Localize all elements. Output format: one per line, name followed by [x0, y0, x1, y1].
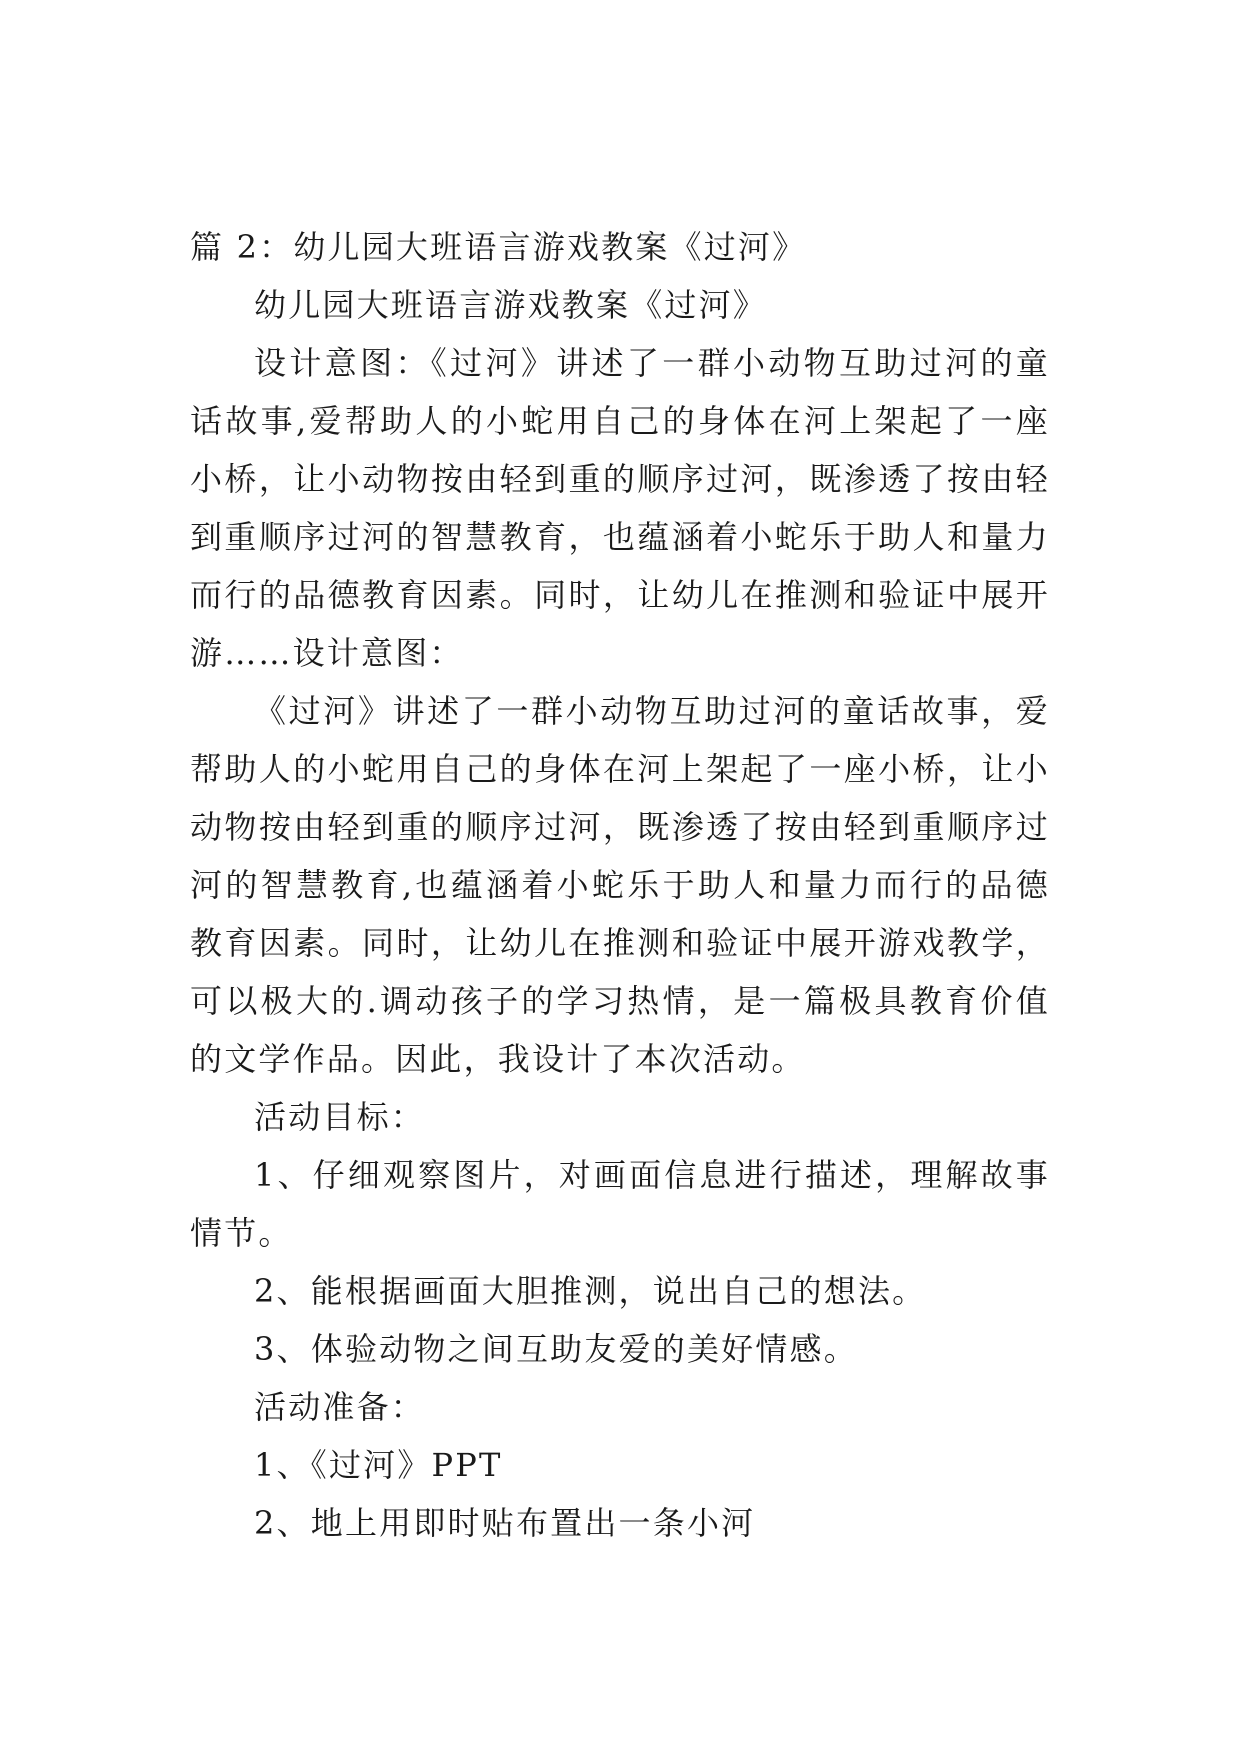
activity-prep-1: 1、《过河》PPT [254, 1446, 503, 1484]
design-intent-summary: 设计意图：《过河》讲述了一群小动物互助过河的童话故事,爱帮助人的小蛇用自己的身体在河上架起了一座小桥，让小动物按由轻到重的顺序过河，既渗透了按由轻到重顺序过河的智慧教育，也蕴涵着小蛇乐于助人和量力而行的品德教育因素。同时，让幼儿在推测和验证中展开游……设计意图： [190, 344, 1050, 672]
activity-goal-1: 1、仔细观察图片，对画面信息进行描述，理解故事情节。 [190, 1156, 1050, 1252]
activity-goals-heading: 活动目标： [254, 1098, 426, 1136]
activity-goal-3: 3、体验动物之间互助友爱的美好情感。 [254, 1330, 858, 1368]
design-intent-body: 《过河》讲述了一群小动物互助过河的童话故事，爱帮助人的小蛇用自己的身体在河上架起了一座小桥，让小动物按由轻到重的顺序过河，既渗透了按由轻到重顺序过河的智慧教育,也蕴涵着小蛇乐于助人和量力而行的品德教育因素。同时，让幼儿在推测和验证中展开游戏教学，可以极大的.调动孩子的学习热情，是一篇极具教育价值的文学作品。因此，我设计了本次活动。 [190, 692, 1050, 1078]
activity-prep-heading: 活动准备： [254, 1388, 426, 1426]
activity-prep-2: 2、地上用即时贴布置出一条小河 [254, 1504, 756, 1542]
document-title: 幼儿园大班语言游戏教案《过河》 [254, 286, 768, 324]
section-heading: 篇 2：幼儿园大班语言游戏教案《过河》 [190, 228, 807, 266]
activity-goal-2: 2、能根据画面大胆推测，说出自己的想法。 [254, 1272, 927, 1310]
document-page [190, 218, 1050, 1552]
